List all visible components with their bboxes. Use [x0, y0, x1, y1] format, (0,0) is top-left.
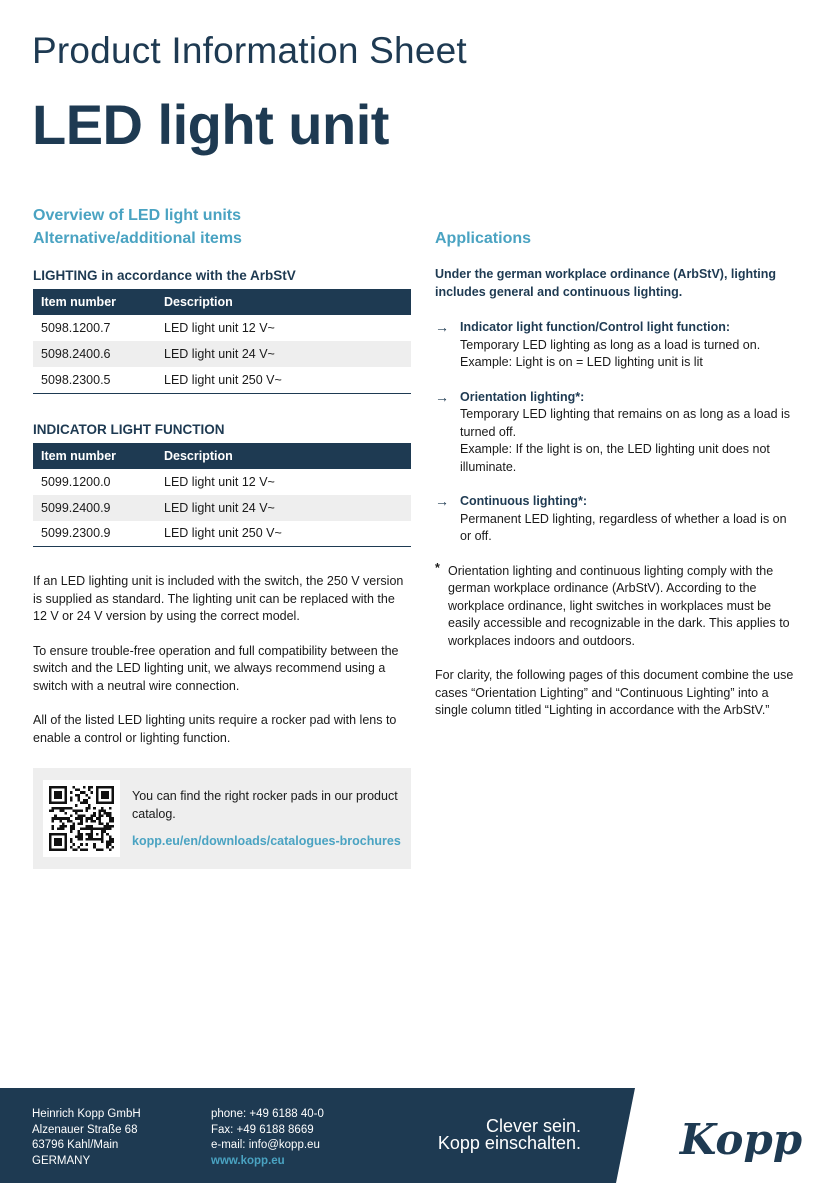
applications-title: Applications [435, 230, 532, 247]
application-heading: Orientation lighting*: [460, 389, 585, 404]
arrow-right-icon: → [435, 493, 449, 509]
item-number: 5098.1200.7 [41, 321, 111, 335]
footer [0, 1088, 831, 1183]
standard-version-paragraph: If an LED lighting unit is included with the switch, the 250 V version is supplied as standard. The lighting unit can be replaced with the 12 V or 24 V version by using the correct model. [33, 574, 404, 623]
application-body: Permanent LED lighting, regardless of whether a load is on or off. [460, 511, 787, 543]
country: GERMANY [32, 1154, 91, 1167]
kopp-logo [666, 1118, 816, 1162]
alternatives-title: Alternative/additional items [33, 230, 242, 247]
application-body: Temporary LED lighting as long as a load is turned on. [460, 337, 761, 352]
website-link[interactable]: www.kopp.eu [211, 1154, 285, 1167]
logo-text: Kopp [679, 1118, 803, 1162]
item-description: LED light unit 250 V~ [156, 367, 411, 393]
application-item [435, 389, 801, 477]
item-description: LED light unit 24 V~ [156, 341, 411, 367]
col-item-number: Item number [33, 289, 156, 315]
qr-code[interactable] [43, 780, 120, 857]
footer-contact [211, 1107, 324, 1169]
application-item [435, 493, 801, 546]
indicator-table [33, 443, 411, 548]
arrow-right-icon: → [435, 319, 449, 335]
catalog-link[interactable]: kopp.eu/en/downloads/catalogues-brochures [132, 834, 401, 848]
left-column [33, 204, 411, 869]
lighting-table [33, 289, 411, 394]
application-example: Example: If the light is on, the LED lighting unit does not illuminate. [460, 442, 770, 474]
rocker-pad-paragraph: All of the listed LED lighting units require a rocker pad with lens to enable a control or lighting function. [33, 713, 397, 745]
page-title: LED light unit [32, 93, 389, 156]
footnote-text: Orientation lighting and continuous lighting comply with the german workplace ordinance (ArbStV). According to the workplace ordinance, light switches in workplaces must be easily accessible and recognizable in the dark. This applies to workplaces indoors and outdoors. [448, 563, 790, 648]
right-column [435, 227, 801, 720]
slogan-line-1: Clever sein. [485, 1116, 581, 1136]
item-number: 5098.2300.5 [33, 367, 156, 393]
item-number: 5099.2300.9 [33, 521, 156, 547]
item-number: 5099.1200.0 [41, 474, 111, 489]
application-example: Example: Light is on = LED lighting unit is lit [460, 355, 703, 369]
document-kind: Product Information Sheet [32, 30, 467, 71]
item-description: LED light unit 12 V~ [164, 474, 275, 489]
slogan-line-2: Kopp einschalten. [437, 1133, 581, 1153]
application-body: Temporary LED lighting that remains on as long as a load is turned off. [460, 407, 791, 439]
arrow-right-icon: → [435, 388, 449, 405]
table-row [33, 469, 411, 495]
email[interactable]: e-mail: info@kopp.eu [211, 1139, 320, 1151]
table-row [33, 367, 411, 393]
footer-address [32, 1107, 141, 1169]
indicator-heading: INDICATOR LIGHT FUNCTION [33, 421, 225, 437]
slogan [438, 1118, 581, 1152]
item-description: LED light unit 12 V~ [164, 321, 275, 335]
qr-code-icon [49, 786, 114, 851]
item-number: 5098.2400.6 [33, 341, 156, 367]
catalog-box [33, 768, 411, 869]
footnote-marker: * [435, 560, 440, 575]
street: Alzenauer Straße 68 [32, 1123, 138, 1136]
application-heading: Continuous lighting*: [460, 494, 588, 508]
application-item [435, 319, 801, 372]
table-row [33, 315, 411, 341]
footnote [435, 560, 801, 651]
col-description: Description [156, 443, 411, 469]
col-item-number: Item number [33, 443, 156, 469]
overview-title: Overview of LED light units [33, 207, 242, 224]
company-name: Heinrich Kopp GmbH [32, 1108, 141, 1120]
neutral-wire-paragraph: To ensure trouble-free operation and full compatibility between the switch and the LED lighting unit, we always recommend using a switch with a neutral wire connection. [33, 643, 399, 693]
table-row [33, 495, 411, 521]
applications-intro: Under the german workplace ordinance (ArbStV), lighting includes general and continuous lighting. [435, 267, 777, 299]
catalog-text: You can find the right rocker pads in our product catalog. [132, 789, 398, 821]
clarity-paragraph: For clarity, the following pages of this document combine the use cases “Orientation Lighting” and “Continuous Lighting” into a single column titled “Lighting in accordance with the ArbStV.” [435, 668, 794, 717]
application-heading: Indicator light function/Control light function: [460, 320, 731, 334]
col-description: Description [156, 289, 411, 315]
lighting-heading: LIGHTING in accordance with the ArbStV [33, 268, 296, 283]
item-number: 5099.2400.9 [33, 495, 156, 521]
table-row [33, 341, 411, 367]
phone: phone: +49 6188 40-0 [211, 1108, 324, 1120]
item-description: LED light unit 24 V~ [156, 495, 411, 521]
fax: Fax: +49 6188 8669 [211, 1123, 314, 1136]
item-description: LED light unit 250 V~ [156, 521, 411, 547]
city: 63796 Kahl/Main [32, 1139, 119, 1151]
table-row [33, 521, 411, 547]
